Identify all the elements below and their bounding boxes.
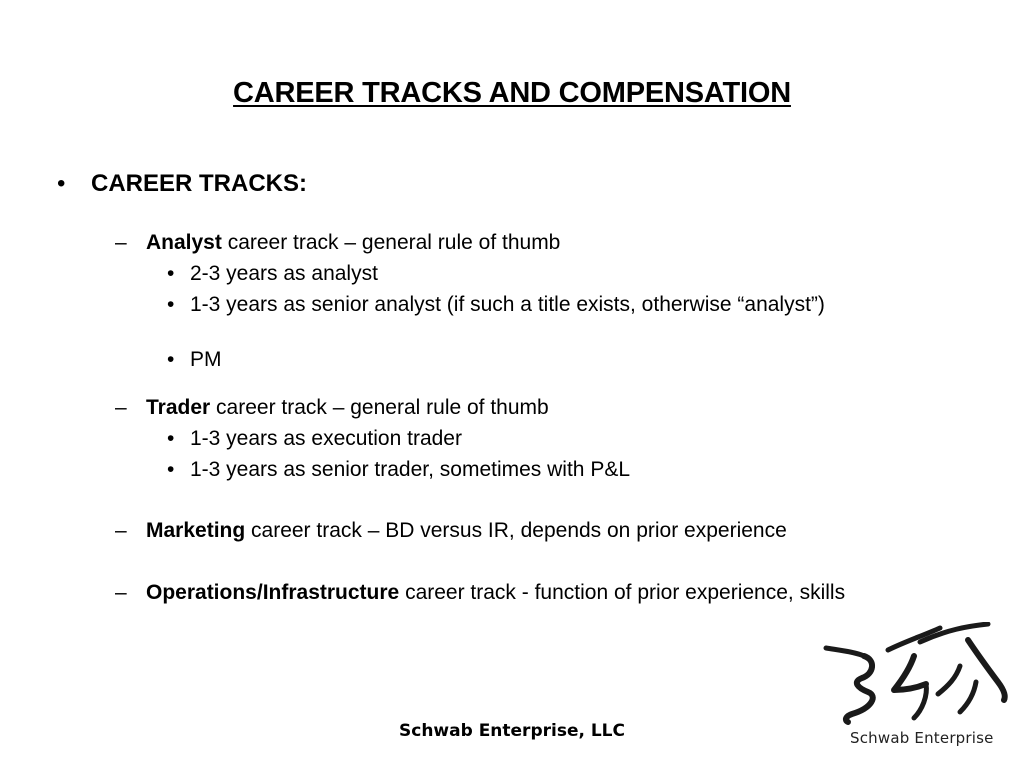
- track-analyst: [115, 230, 955, 255]
- track-dash: –: [115, 519, 127, 542]
- company-logo: [818, 622, 1014, 757]
- track-dash: –: [115, 231, 127, 254]
- item-bullet: •: [167, 458, 175, 481]
- track-desc: career track – BD versus IR, depends on prior experience: [245, 519, 787, 542]
- list-item: [167, 293, 887, 316]
- list-item: [167, 348, 887, 371]
- item-text: 1-3 years as execution trader: [190, 427, 462, 450]
- footer-company: Schwab Enterprise, LLC: [399, 721, 625, 741]
- track-dash: –: [115, 396, 127, 419]
- item-bullet: •: [167, 348, 175, 371]
- item-bullet: •: [167, 293, 175, 316]
- item-text: 1-3 years as senior analyst (if such a title exists, otherwise “analyst”): [190, 293, 825, 316]
- list-item: [167, 262, 887, 285]
- logo-text: Schwab Enterprise: [850, 729, 994, 747]
- section-heading: [57, 170, 307, 198]
- track-name: Operations/Infrastructure: [146, 581, 400, 604]
- track-desc: career track – general rule of thumb: [221, 231, 561, 254]
- track-name: Analyst: [146, 231, 222, 254]
- item-bullet: •: [167, 262, 175, 285]
- track-name: Trader: [146, 396, 211, 419]
- slide-title: CAREER TRACKS AND COMPENSATION: [233, 77, 791, 109]
- track-trader: [115, 395, 955, 420]
- track-name: Marketing: [146, 519, 246, 542]
- section-heading-text: CAREER TRACKS:: [91, 170, 307, 197]
- item-text: PM: [190, 348, 222, 371]
- track-desc: career track - function of prior experience, skills: [399, 581, 846, 604]
- track-marketing: [115, 518, 955, 543]
- schwab-enterprise-logo-icon: [818, 622, 1014, 727]
- item-text: 1-3 years as senior trader, sometimes with P&L: [190, 458, 631, 481]
- item-bullet: •: [167, 427, 175, 450]
- section-bullet: •: [57, 170, 66, 197]
- list-item: [167, 427, 887, 450]
- track-dash: –: [115, 581, 127, 604]
- list-item: [167, 458, 887, 481]
- track-operations: [115, 580, 945, 605]
- track-desc: career track – general rule of thumb: [210, 396, 549, 419]
- item-text: 2-3 years as analyst: [190, 262, 378, 285]
